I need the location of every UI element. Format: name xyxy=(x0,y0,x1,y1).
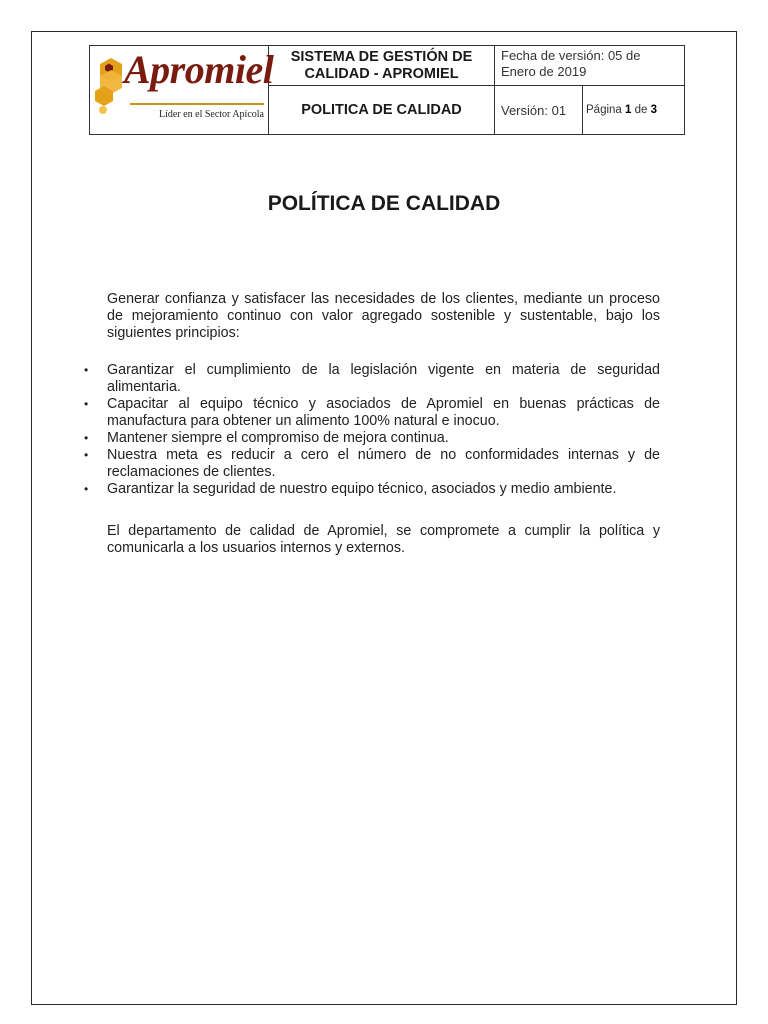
list-item xyxy=(82,481,660,498)
list-item-text: Garantizar la seguridad de nuestro equipo técnico, asociados y medio ambiente. xyxy=(107,481,617,497)
list-item xyxy=(82,396,660,430)
logo-tagline: Líder en el Sector Apícola xyxy=(159,109,264,120)
list-item xyxy=(82,447,660,481)
closing-paragraph: El departamento de calidad de Apromiel, se compromete a cumplir la política y comunicarla a los usuarios internos y externos. xyxy=(107,523,660,556)
bullet-icon: • xyxy=(84,397,89,411)
list-item-text: Mantener siempre el compromiso de mejora continua. xyxy=(107,430,449,446)
logo-underline xyxy=(130,103,264,105)
list-item-text: Capacitar al equipo técnico y asociados de Apromiel en buenas prácticas de manufactura para obtener un alimento 100% natural e inocuo. xyxy=(107,396,660,429)
bullet-icon: • xyxy=(84,482,89,496)
page-current: 1 xyxy=(625,104,632,117)
honeycomb-icon xyxy=(94,56,128,116)
intro-paragraph: Generar confianza y satisfacer las necesidades de los clientes, mediante un proceso de mejoramiento continuo con valor agregado sostenible y sustentable, bajo los siguientes principios: xyxy=(107,291,660,341)
document-title-cell: POLITICA DE CALIDAD xyxy=(269,86,495,135)
list-item-text: Nuestra meta es reducir a cero el número de no conformidades internas y de reclamaciones de clientes. xyxy=(107,447,660,480)
system-title-cell: SISTEMA DE GESTIÓN DE CALIDAD - APROMIEL xyxy=(269,46,495,86)
apromiel-logo xyxy=(90,46,274,134)
policy-title: POLÍTICA DE CALIDAD xyxy=(267,192,501,215)
page-number-cell xyxy=(583,86,685,135)
list-item xyxy=(82,430,660,447)
principles-list xyxy=(82,362,660,498)
version-cell: Versión: 01 xyxy=(495,86,583,135)
bullet-icon: • xyxy=(84,363,89,377)
list-item xyxy=(82,362,660,396)
page-prefix: Página xyxy=(586,104,626,117)
bullet-icon: • xyxy=(84,448,89,462)
page-total: 3 xyxy=(650,104,658,117)
list-item-text: Garantizar el cumplimiento de la legislación vigente en materia de seguridad alimentaria. xyxy=(107,362,660,395)
page-border xyxy=(31,31,737,1005)
logo-wordmark: Apromiel xyxy=(124,47,274,92)
document-header-table xyxy=(89,45,685,135)
logo-cell xyxy=(90,46,274,135)
page-of: de xyxy=(631,104,651,117)
bullet-icon: • xyxy=(84,431,89,445)
version-date-cell: Fecha de versión: 05 de Enero de 2019 xyxy=(495,46,685,86)
